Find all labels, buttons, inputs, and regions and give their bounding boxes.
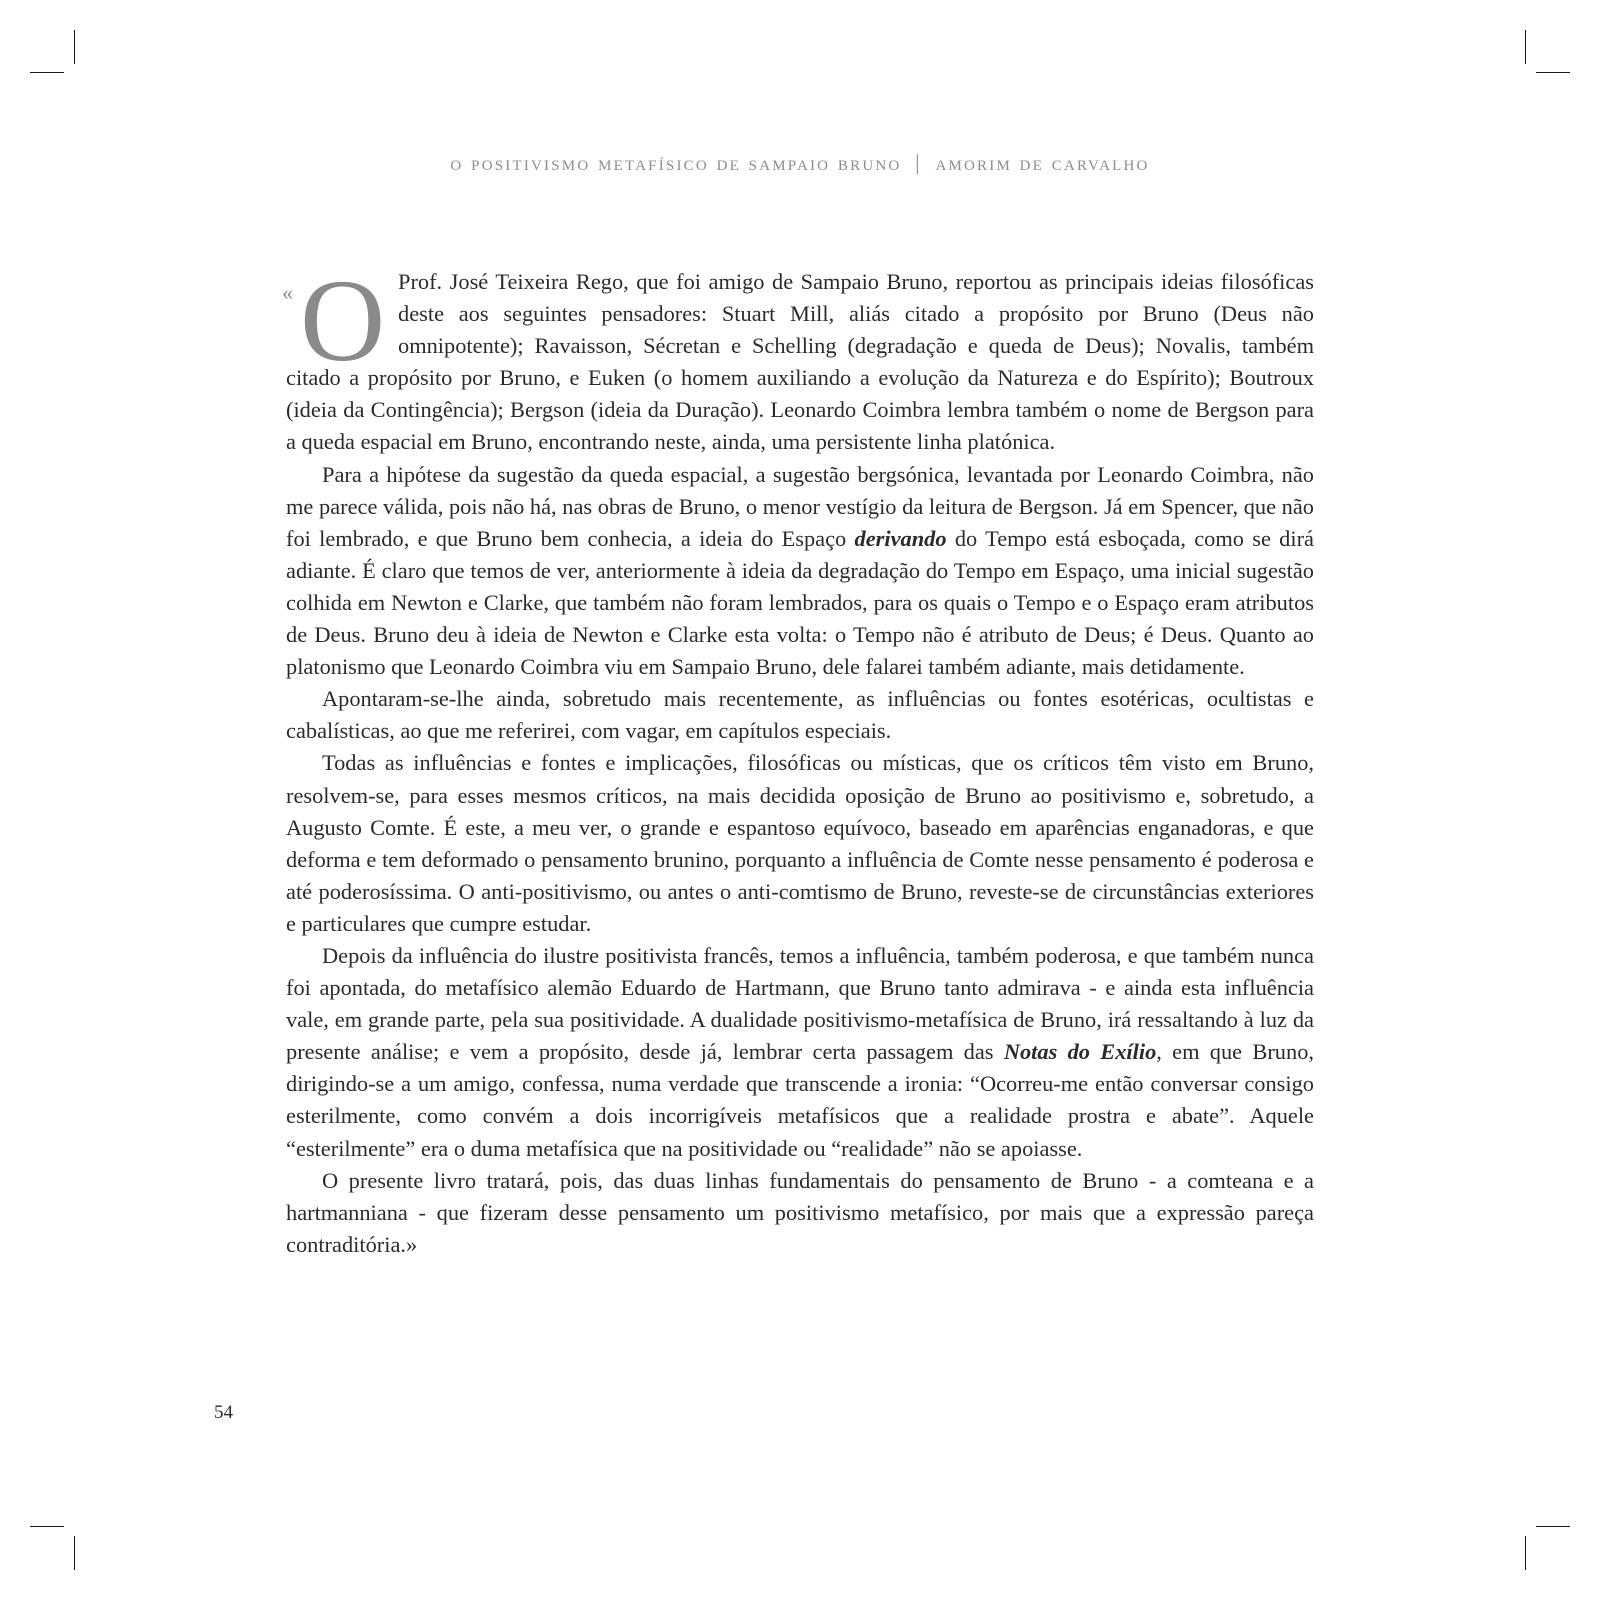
paragraph [286, 683, 1314, 747]
crop-mark [30, 1526, 64, 1527]
emphasis-text: derivando [854, 525, 947, 551]
paragraph-text: , em que Bruno, dirigindo-se a um amigo, confessa, numa verdade que transcende a ironia: “Ocorreu-me então conversar consigo esterilmente, como convém a dois incorrigíveis metafísicos que a realidade prostra e abate”. Aquele “esterilmente” era o duma metafísica que na positividade ou “realidade” não se apoiasse. [286, 1039, 1314, 1161]
body-text [282, 255, 1314, 1261]
crop-mark [74, 30, 75, 64]
paragraph [286, 940, 1314, 1165]
running-head [0, 150, 1600, 176]
crop-mark [1536, 1526, 1570, 1527]
paragraph-text: Apontaram-se-lhe ainda, sobretudo mais recentemente, as influências ou fontes esotéricas, ocultistas e cabalísticas, ao que me referirei, com vagar, em capítulos especiais. [286, 686, 1314, 744]
emphasis-text: Notas do Exílio [1003, 1039, 1157, 1065]
paragraph [282, 255, 1314, 459]
running-head-separator: | [915, 150, 922, 175]
running-head-title: o positivismo metafísico de sampaio bruno [450, 150, 902, 175]
paragraph-text: do Tempo está esboçada, como se dirá adiante. É claro que temos de ver, anteriormente à ideia da degradação do Tempo em Espaço, uma inicial sugestão colhida em Newton e Clarke, que também não foram lembrados, para os quais o Tempo e o Espaço eram atributos de Deus. Bruno deu à ideia de Newton e Clarke esta volta: o Tempo não é atributo de Deus; é Deus. Quanto ao platonismo que Leonardo Coimbra viu em Sampaio Bruno, dele falarei também adiante, mais detidamente. [286, 525, 1314, 680]
opening-quote: « [282, 280, 293, 305]
crop-mark [1525, 30, 1526, 64]
dropcap-block [282, 255, 386, 386]
paragraph-text: Depois da influência do ilustre positivista francês, temos a influência, também poderosa, e que também nunca foi apontada, do metafísico alemão Eduardo de Hartmann, que Bruno tanto admirava - e ainda esta influência vale, em grande parte, pela sua positividade. A dualidade positivismo-metafísica de Bruno, irá ressaltando à luz da presente análise; e vem a propósito, desde já, lembrar certa passagem das [286, 942, 1314, 1065]
paragraph-text: Prof. José Teixeira Rego, que foi amigo de Sampaio Bruno, reportou as principais ideias filosóficas deste aos seguintes pensadores: Stuart Mill, aliás citado a propósito por Bruno (Deus não omnipotente); Ravaisson, Sécretan e Schelling (degradação e queda de Deus); Novalis, também citado a propósito por Bruno, e Euken (o homem auxiliando a evolução da Natureza e do Espírito); Boutroux (ideia da Contingência); Bergson (ideia da Duração). Leonardo Coimbra lembra também o nome de Bergson para a queda espacial em Bruno, encontrando neste, ainda, uma persistente linha platónica. [286, 269, 1314, 455]
paragraph-text: Para a hipótese da sugestão da queda espacial, a sugestão bergsónica, levantada por Leonardo Coimbra, não me parece válida, pois não há, nas obras de Bruno, o menor vestígio da leitura de Bergson. Já em Spencer, que não foi lembrado, e que Bruno bem conhecia, a ideia do Espaço [286, 461, 1314, 551]
crop-mark [1525, 1536, 1526, 1570]
crop-mark [74, 1536, 75, 1570]
paragraph-text: Todas as influências e fontes e implicações, filosóficas ou místicas, que os críticos têm visto em Bruno, resolvem-se, para esses mesmos críticos, na mais decidida oposição de Bruno ao positivismo e, sobretudo, a Augusto Comte. É este, a meu ver, o grande e espantoso equívoco, baseado em aparências enganadoras, e que deforma e tem deformado o pensamento brunino, porquanto a influência de Comte nesse pensamento é poderosa e até poderosíssima. O anti-positivismo, ou antes o anti-comtismo de Bruno, reveste-se de circunstâncias exteriores e particulares que cumpre estudar. [286, 750, 1314, 936]
page-number: 54 [214, 1402, 233, 1423]
paragraph [286, 459, 1314, 684]
crop-mark [1536, 72, 1570, 73]
paragraph [286, 1165, 1314, 1261]
crop-mark [30, 72, 64, 73]
paragraph [286, 747, 1314, 940]
running-head-author: amorim de carvalho [935, 150, 1150, 175]
dropcap-letter: O [300, 255, 386, 386]
paragraph-text: O presente livro tratará, pois, das duas linhas fundamentais do pensamento de Bruno - a comteana e a hartmanniana - que fizeram desse pensamento um positivismo metafísico, por mais que a expressão pareça contraditória.» [286, 1167, 1314, 1257]
